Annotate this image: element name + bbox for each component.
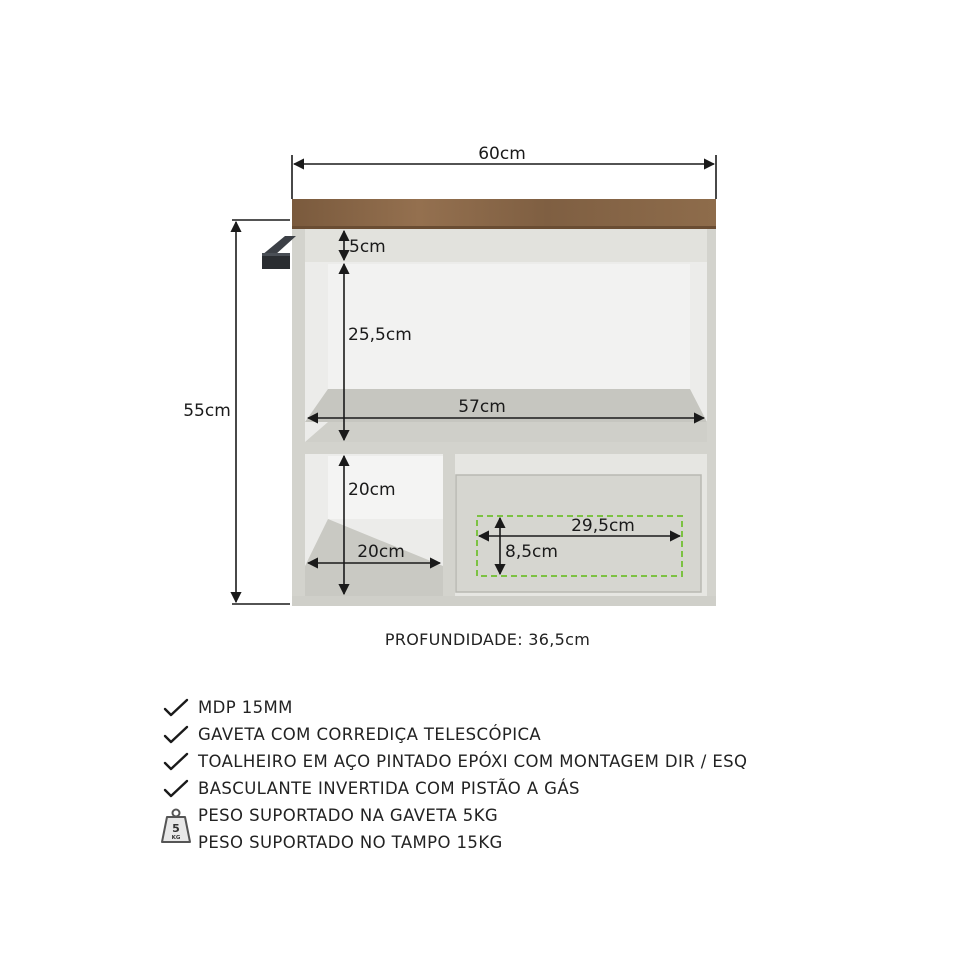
middle-divider bbox=[305, 442, 707, 454]
spec-text: BASCULANTE INVERTIDA COM PISTÃO A GÁS bbox=[198, 779, 580, 798]
lower-niche-height-label: 20cm bbox=[348, 480, 396, 500]
spec-text: TOALHEIRO EM AÇO PINTADO EPÓXI COM MONTAGEM DIR / ESQ bbox=[198, 752, 748, 771]
spec-text: GAVETA COM CORREDIÇA TELESCÓPICA bbox=[198, 725, 542, 744]
checkmark-icon bbox=[162, 779, 190, 799]
drawer-height-label: 8,5cm bbox=[505, 542, 558, 562]
upper-niche-shelf bbox=[305, 389, 707, 422]
vertical-divider bbox=[443, 454, 455, 596]
checkmark-icon bbox=[162, 698, 190, 718]
cabinet-base bbox=[292, 596, 716, 606]
weight-icon bbox=[160, 808, 192, 844]
wood-top bbox=[292, 199, 716, 229]
spec-item bbox=[162, 694, 962, 721]
drawer-width-label: 29,5cm bbox=[571, 516, 635, 536]
width-label: 60cm bbox=[478, 144, 526, 164]
depth-label: PROFUNDIDADE: 36,5cm bbox=[384, 630, 591, 649]
weight-spec-drawer: PESO SUPORTADO NA GAVETA 5KG bbox=[198, 806, 499, 825]
lower-niche-width-label: 20cm bbox=[357, 542, 405, 562]
wood-top-edge bbox=[292, 226, 716, 229]
spec-item bbox=[162, 775, 962, 802]
checkmark-icon bbox=[162, 752, 190, 772]
towel-bar bbox=[262, 236, 296, 269]
spec-item bbox=[162, 721, 962, 748]
niche-width-label: 57cm bbox=[458, 397, 506, 417]
niche-height-label: 25,5cm bbox=[348, 325, 412, 345]
top-rail-label: 5cm bbox=[349, 237, 386, 257]
weight-spec-top: PESO SUPORTADO NO TAMPO 15KG bbox=[198, 833, 503, 852]
spec-item bbox=[162, 748, 962, 775]
spec-list bbox=[162, 694, 962, 802]
upper-niche-floor bbox=[305, 422, 707, 442]
weight-icon-unit: KG bbox=[171, 835, 181, 841]
spec-text: MDP 15MM bbox=[198, 698, 293, 717]
weight-icon-number: 5 bbox=[172, 822, 180, 835]
checkmark-icon bbox=[162, 725, 190, 745]
height-label: 55cm bbox=[183, 401, 231, 421]
